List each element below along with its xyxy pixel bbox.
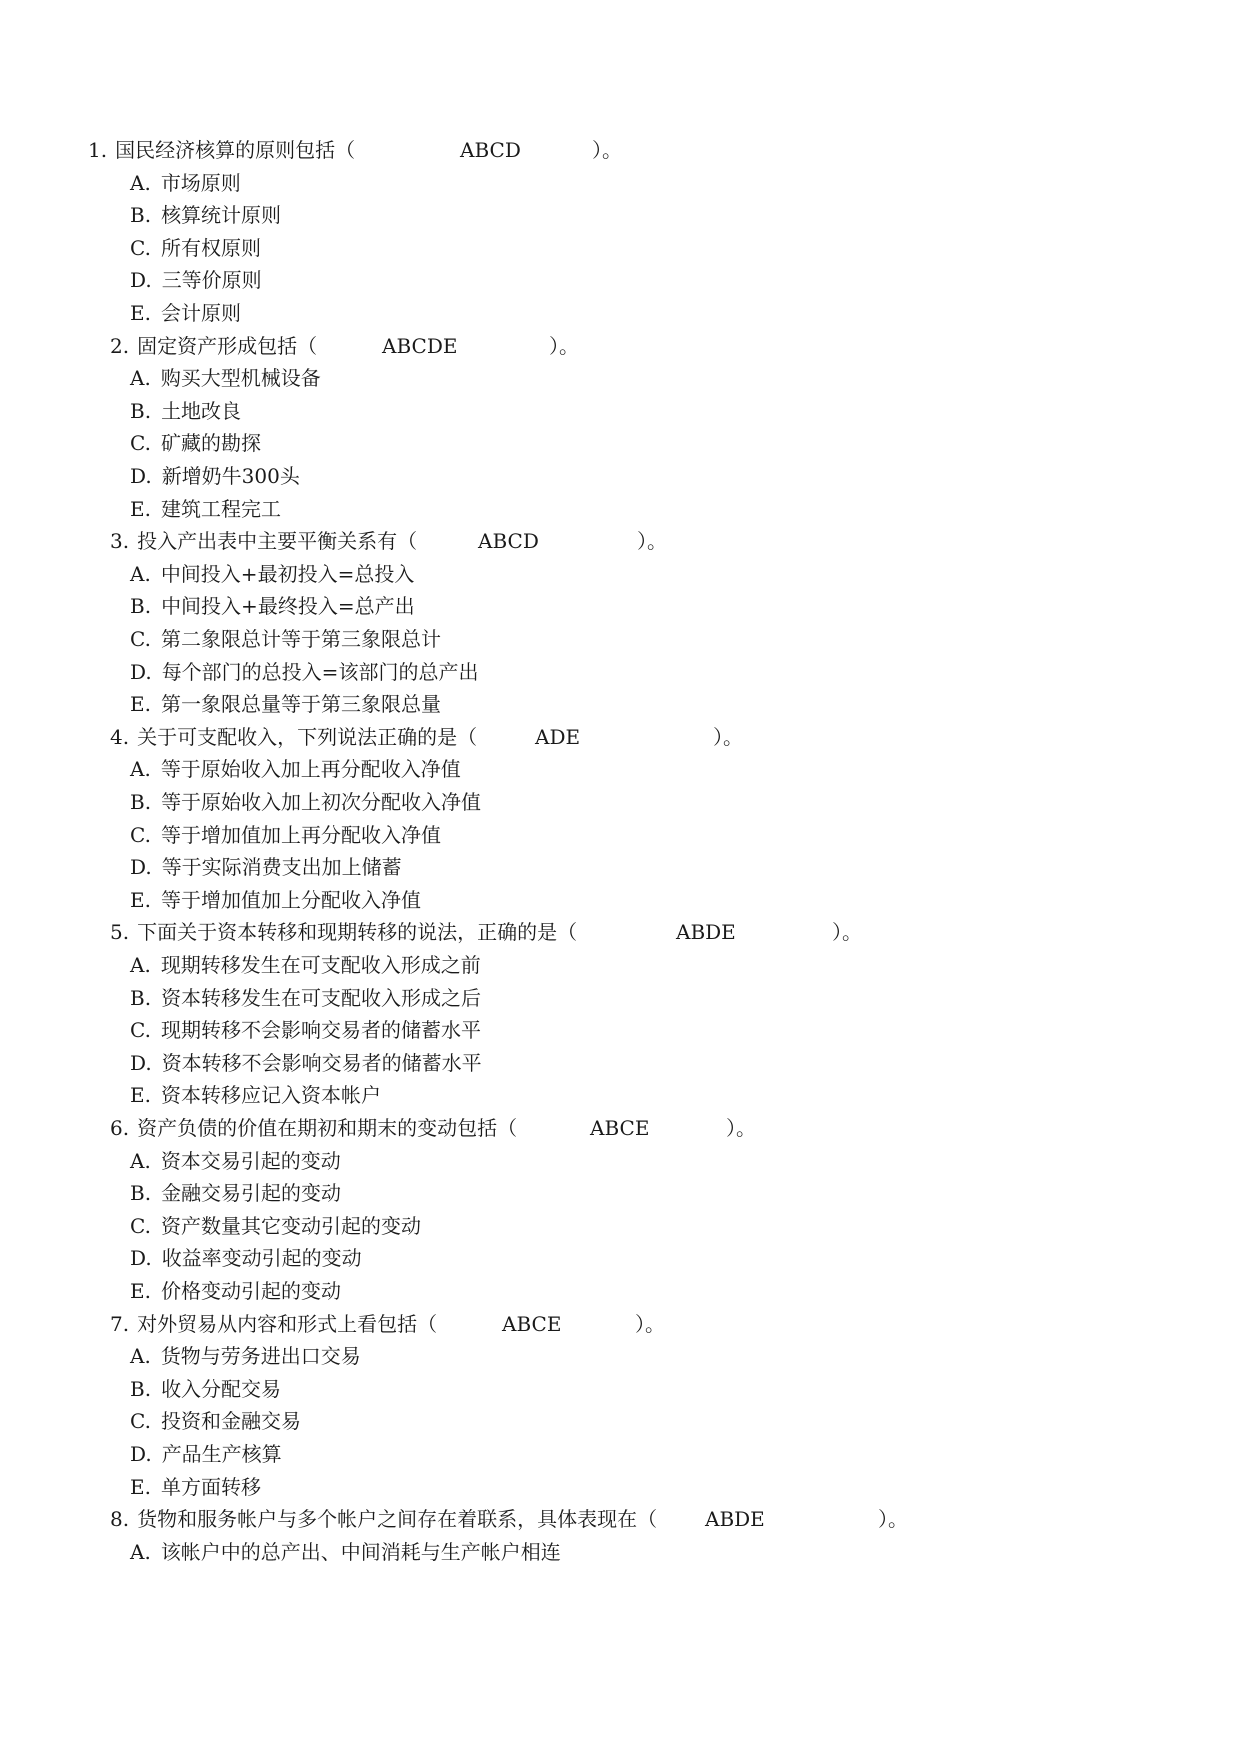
option-text: 矿藏的勘探: [160, 431, 261, 456]
option-letter: E.: [130, 887, 151, 912]
option-letter: A.: [130, 953, 151, 977]
option-item: [130, 626, 441, 652]
option-text: 所有权原则: [160, 235, 261, 260]
option-item: [130, 1082, 381, 1108]
question-close: ）。: [878, 1507, 908, 1532]
option-text: 收入分配交易: [161, 1376, 282, 1401]
question-close: ）。: [635, 1311, 665, 1336]
answer-text: ABDE: [705, 1507, 765, 1532]
option-text: 单方面转移: [160, 1474, 261, 1499]
question-stem: 货物和服务帐户与多个帐户之间存在着联系，具体表现在（: [137, 1507, 658, 1532]
option-text: 资产数量其它变动引起的变动: [160, 1213, 421, 1238]
option-item: [130, 1343, 361, 1369]
option-text: 价格变动引起的变动: [160, 1279, 341, 1303]
question-number: 6.: [110, 1116, 130, 1140]
option-item: [130, 691, 441, 717]
option-letter: E.: [130, 692, 151, 717]
option-text: 投资和金融交易: [160, 1409, 301, 1434]
option-item: [130, 854, 402, 880]
option-item: [130, 430, 261, 456]
question-stem: 关于可支配收入，下列说法正确的是（: [137, 724, 478, 749]
option-text: 第二象限总计等于第三象限总计: [160, 627, 441, 651]
option-text: 购买大型机械设备: [160, 366, 321, 391]
option-text: 建筑工程完工: [160, 496, 281, 521]
option-letter: C.: [130, 1213, 151, 1238]
option-letter: A.: [130, 1344, 151, 1369]
question-line: [110, 528, 1201, 554]
option-item: [130, 496, 281, 522]
option-letter: A.: [130, 757, 151, 782]
question-line: [110, 1311, 1201, 1337]
option-text: 新增奶牛300头: [161, 464, 300, 488]
option-letter: D.: [130, 1442, 152, 1466]
option-text: 三等价原则: [161, 268, 262, 293]
option-item: [130, 593, 415, 619]
option-item: [130, 1050, 482, 1076]
option-item: [130, 561, 414, 587]
question-close: ）。: [549, 333, 579, 358]
option-letter: A.: [130, 1148, 151, 1173]
option-text: 现期转移发生在可支配收入形成之前: [160, 953, 481, 977]
option-letter: E.: [130, 1474, 151, 1499]
answer-text: ABCDE: [382, 333, 458, 358]
option-item: [130, 365, 321, 391]
option-letter: D.: [130, 1050, 152, 1075]
option-letter: E.: [130, 1279, 151, 1303]
option-item: [130, 1278, 341, 1304]
option-letter: A.: [130, 1539, 151, 1564]
option-item: [130, 267, 262, 293]
option-text: 金融交易引起的变动: [161, 1181, 342, 1206]
answer-text: ABCE: [590, 1116, 650, 1140]
question-line: [110, 724, 1201, 750]
option-item: [130, 1408, 301, 1434]
option-item: [130, 789, 481, 815]
option-text: 资本交易引起的变动: [160, 1148, 341, 1173]
answer-text: ABCE: [502, 1311, 562, 1336]
option-text: 核算统计原则: [161, 203, 282, 228]
question-number: 3.: [110, 529, 130, 554]
question-stem: 投入产出表中主要平衡关系有（: [137, 529, 418, 554]
question-number: 5.: [110, 920, 130, 945]
option-item: [130, 985, 481, 1011]
question-stem: 下面关于资本转移和现期转移的说法，正确的是（: [137, 920, 578, 945]
option-text: 中间投入+最终投入=总产出: [161, 594, 415, 619]
question-close: ）。: [726, 1116, 756, 1140]
option-item: [130, 170, 241, 196]
option-letter: B.: [130, 1181, 152, 1206]
option-item: [130, 1213, 421, 1239]
option-letter: E.: [130, 496, 151, 521]
answer-text: ABDE: [676, 920, 736, 945]
option-text: 土地改良: [161, 398, 242, 423]
question-number: 7.: [110, 1311, 130, 1336]
option-item: [130, 202, 281, 228]
option-text: 收益率变动引起的变动: [161, 1246, 362, 1271]
option-text: 资本转移发生在可支配收入形成之后: [161, 985, 482, 1010]
option-text: 资本转移应记入资本帐户: [160, 1083, 381, 1108]
answer-text: ABCD: [460, 138, 521, 162]
option-item: [130, 235, 261, 261]
option-letter: B.: [130, 398, 152, 423]
question-stem: 资产负债的价值在期初和期末的变动包括（: [137, 1116, 518, 1140]
option-item: [130, 659, 478, 685]
option-letter: A.: [130, 366, 151, 391]
option-text: 市场原则: [160, 170, 241, 195]
option-letter: B.: [130, 1376, 152, 1401]
option-letter: C.: [130, 1018, 151, 1043]
question-close: ）。: [832, 920, 862, 945]
option-item: [130, 463, 300, 489]
option-text: 会计原则: [160, 301, 241, 325]
option-letter: D.: [130, 659, 152, 684]
option-item: [130, 1180, 341, 1206]
option-item: [130, 952, 481, 978]
option-text: 中间投入+最初投入=总投入: [160, 561, 415, 586]
option-item: [130, 300, 241, 326]
option-item: [130, 756, 461, 782]
question-number: 2.: [110, 333, 130, 358]
option-letter: E.: [130, 1083, 151, 1108]
question-number: 8.: [110, 1507, 130, 1532]
option-text: 每个部门的总投入=该部门的总产出: [161, 659, 479, 684]
question-stem: 固定资产形成包括（: [137, 333, 318, 358]
option-text: 现期转移不会影响交易者的储蓄水平: [160, 1018, 481, 1043]
option-text: 资本转移不会影响交易者的储蓄水平: [161, 1050, 482, 1075]
option-text: 等于原始收入加上初次分配收入净值: [161, 790, 482, 814]
option-item: [130, 1539, 561, 1565]
option-text: 产品生产核算: [161, 1442, 282, 1466]
option-item: [130, 1245, 362, 1271]
option-letter: A.: [130, 170, 151, 195]
option-text: 该帐户中的总产出、中间消耗与生产帐户相连: [160, 1539, 561, 1564]
option-letter: E.: [130, 301, 151, 325]
option-letter: B.: [130, 985, 152, 1010]
option-item: [130, 398, 241, 424]
option-text: 第一象限总量等于第三象限总量: [160, 692, 441, 717]
option-letter: C.: [130, 235, 151, 260]
question-line: [110, 1115, 1201, 1141]
option-text: 等于原始收入加上再分配收入净值: [160, 757, 461, 782]
option-item: [130, 1441, 282, 1467]
option-item: [130, 887, 421, 913]
option-text: 等于增加值加上分配收入净值: [160, 887, 421, 912]
option-item: [130, 1474, 261, 1500]
option-letter: B.: [130, 790, 152, 814]
option-text: 货物与劳务进出口交易: [160, 1344, 361, 1369]
question-line: [110, 333, 1201, 359]
question-close: ）。: [713, 724, 743, 749]
option-item: [130, 822, 441, 848]
question-stem: 对外贸易从内容和形式上看包括（: [137, 1311, 438, 1336]
option-letter: D.: [130, 464, 152, 488]
question-line: [110, 1506, 1201, 1532]
answer-text: ADE: [535, 724, 581, 749]
option-letter: C.: [130, 1409, 151, 1434]
option-letter: D.: [130, 855, 152, 880]
option-letter: A.: [130, 561, 151, 586]
option-text: 等于实际消费支出加上储蓄: [161, 855, 402, 880]
answer-text: ABCD: [478, 529, 539, 554]
question-line: [88, 137, 1201, 163]
option-letter: D.: [130, 268, 152, 293]
option-letter: B.: [130, 203, 152, 228]
option-item: [130, 1148, 341, 1174]
option-letter: C.: [130, 822, 151, 847]
question-close: ）。: [592, 138, 622, 162]
question-close: ）。: [637, 529, 667, 554]
question-line: [110, 919, 1201, 945]
question-number: 4.: [110, 724, 130, 749]
option-letter: B.: [130, 594, 152, 619]
option-item: [130, 1017, 481, 1043]
option-text: 等于增加值加上再分配收入净值: [160, 822, 441, 847]
option-letter: C.: [130, 627, 151, 651]
option-letter: D.: [130, 1246, 152, 1271]
option-letter: C.: [130, 431, 151, 456]
question-number: 1.: [88, 138, 108, 162]
option-item: [130, 1376, 281, 1402]
question-stem: 国民经济核算的原则包括（: [115, 138, 356, 162]
